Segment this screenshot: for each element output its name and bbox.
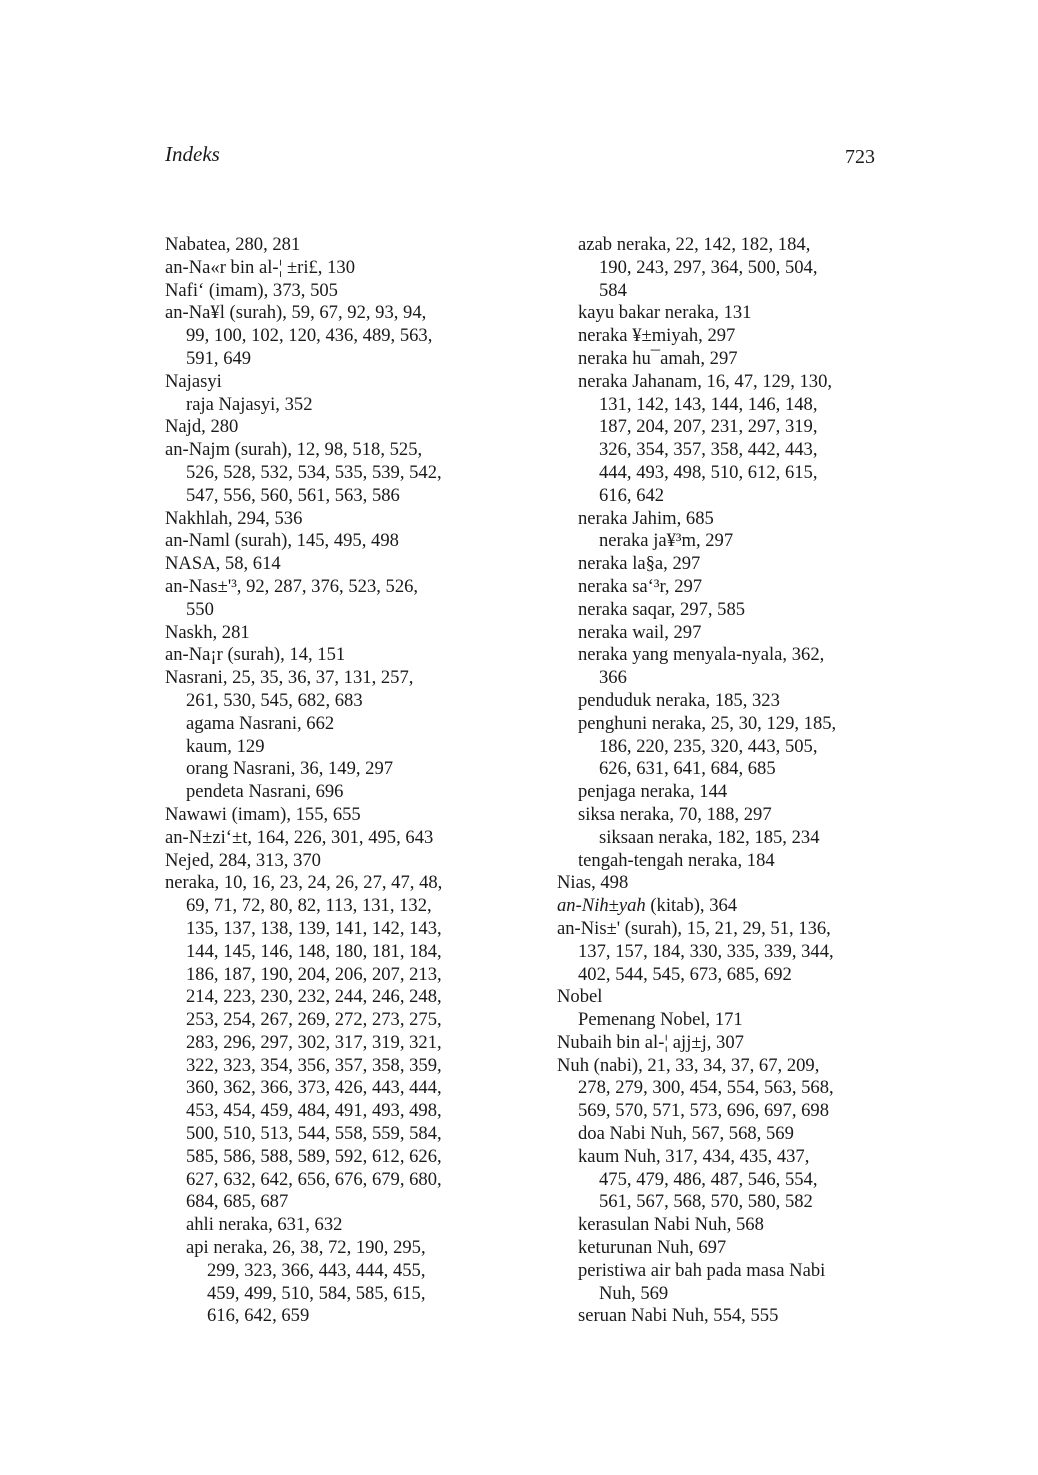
index-entry: Naskh, 281	[165, 621, 250, 643]
index-entry: neraka sa‘³r, 297	[578, 575, 703, 597]
index-entry: pendeta Nasrani, 696	[186, 781, 344, 803]
index-entry: kayu bakar neraka, 131	[578, 302, 752, 324]
index-entry: peristiwa air bah pada masa Nabi	[578, 1259, 826, 1281]
index-entry: Najd, 280	[165, 416, 239, 438]
index-entry: 360, 362, 366, 373, 426, 443, 444,	[186, 1077, 442, 1099]
index-entry: 190, 243, 297, 364, 500, 504,	[599, 256, 818, 278]
index-entry: penduduk neraka, 185, 323	[578, 689, 780, 711]
index-entry: 459, 499, 510, 584, 585, 615,	[207, 1282, 426, 1304]
index-entry: 186, 220, 235, 320, 443, 505,	[599, 735, 818, 757]
index-entry: Nuh, 569	[599, 1282, 669, 1304]
index-entry: keturunan Nuh, 697	[578, 1237, 727, 1259]
index-entry: tengah-tengah neraka, 184	[578, 849, 775, 871]
index-entry: 131, 142, 143, 144, 146, 148,	[599, 393, 818, 415]
index-entry	[557, 895, 887, 918]
index-entry: 322, 323, 354, 356, 357, 358, 359,	[186, 1054, 442, 1076]
index-entry: 326, 354, 357, 358, 442, 443,	[599, 439, 818, 461]
index-entry: 616, 642, 659	[207, 1305, 310, 1327]
index-entry: raja Najasyi, 352	[186, 393, 313, 415]
index-entry: an-Na¡r (surah), 14, 151	[165, 644, 346, 666]
index-entry: 626, 631, 641, 684, 685	[599, 758, 776, 780]
index-entry: Nawawi (imam), 155, 655	[165, 803, 361, 825]
index-entry: 253, 254, 267, 269, 272, 273, 275,	[186, 1009, 442, 1031]
index-entry: api neraka, 26, 38, 72, 190, 295,	[186, 1237, 426, 1259]
index-entry: penjaga neraka, 144	[578, 781, 728, 803]
index-entry: penghuni neraka, 25, 30, 129, 185,	[578, 712, 837, 734]
index-entry: an-Naml (surah), 145, 495, 498	[165, 530, 399, 552]
index-entry: 561, 567, 568, 570, 580, 582	[599, 1191, 813, 1213]
index-entry: NASA, 58, 614	[165, 553, 281, 575]
index-entry: azab neraka, 22, 142, 182, 184,	[578, 234, 811, 255]
index-entry: 186, 187, 190, 204, 206, 207, 213,	[186, 963, 442, 985]
index-entry: an-Nas±'³, 92, 287, 376, 523, 526,	[165, 575, 419, 597]
index-entry: Nias, 498	[557, 872, 629, 894]
index-entry: 144, 145, 146, 148, 180, 181, 184,	[186, 940, 442, 962]
index-entry: 627, 632, 642, 656, 676, 679, 680,	[186, 1168, 442, 1190]
index-entry: 69, 71, 72, 80, 82, 113, 131, 132,	[186, 895, 432, 917]
running-title: Indeks	[165, 142, 220, 166]
index-entry: seruan Nabi Nuh, 554, 555	[578, 1305, 779, 1327]
index-entry: Nuh (nabi), 21, 33, 34, 37, 67, 209,	[557, 1054, 820, 1076]
index-entry: Nafi‘ (imam), 373, 505	[165, 279, 338, 301]
index-entry: neraka yang menyala-nyala, 362,	[578, 644, 825, 666]
index-entry: neraka la§a, 297	[578, 553, 701, 575]
index-entry: 526, 528, 532, 534, 535, 539, 542,	[186, 461, 442, 483]
index-entry: an-Nis±' (surah), 15, 21, 29, 51, 136,	[557, 917, 831, 939]
index-entry: siksa neraka, 70, 188, 297	[578, 803, 772, 825]
index-column-right	[557, 234, 887, 1328]
index-entry: 500, 510, 513, 544, 558, 559, 584,	[186, 1123, 442, 1145]
index-entry: 283, 296, 297, 302, 317, 319, 321,	[186, 1031, 442, 1053]
index-entry: 99, 100, 102, 120, 436, 489, 563,	[186, 325, 433, 347]
index-entry: 187, 204, 207, 231, 297, 319,	[599, 416, 818, 438]
index-entry: neraka Jahanam, 16, 47, 129, 130,	[578, 370, 833, 392]
index-entry: neraka hu¯amah, 297	[578, 347, 738, 369]
index-entry: 278, 279, 300, 454, 554, 563, 568,	[578, 1077, 834, 1099]
index-entry: neraka Jahim, 685	[578, 507, 714, 529]
index-entry: orang Nasrani, 36, 149, 297	[186, 758, 394, 780]
index-entry: neraka wail, 297	[578, 621, 702, 643]
index-entry: siksaan neraka, 182, 185, 234	[599, 826, 820, 848]
index-entry-pages: (kitab), 364	[645, 895, 738, 917]
index-entry: Nejed, 284, 313, 370	[165, 849, 321, 871]
index-entry: Pemenang Nobel, 171	[578, 1009, 743, 1031]
index-entry: 402, 544, 545, 673, 685, 692	[578, 963, 792, 985]
index-entry: an-N±zi‘±t, 164, 226, 301, 495, 643	[165, 826, 434, 848]
index-entry: neraka saqar, 297, 585	[578, 598, 746, 620]
index-entry: neraka, 10, 16, 23, 24, 26, 27, 47, 48,	[165, 872, 443, 894]
index-entry: an-Na«r bin al-¦ ±ri£, 130	[165, 256, 355, 278]
index-entry: 569, 570, 571, 573, 696, 697, 698	[578, 1100, 830, 1122]
index-entry: doa Nabi Nuh, 567, 568, 569	[578, 1123, 794, 1145]
index-entry: Nobel	[557, 986, 603, 1008]
index-entry-title: an-Nih±yah	[557, 895, 646, 917]
index-entry: 616, 642	[599, 484, 665, 506]
index-entry: kerasulan Nabi Nuh, 568	[578, 1214, 764, 1236]
index-entry: 591, 649	[186, 347, 252, 369]
page-number: 723	[845, 146, 875, 168]
index-entry: Najasyi	[165, 370, 222, 392]
index-entry: 547, 556, 560, 561, 563, 586	[186, 484, 400, 506]
index-entry: an-Na¥l (surah), 59, 67, 92, 93, 94,	[165, 302, 427, 324]
index-entry: ahli neraka, 631, 632	[186, 1214, 343, 1236]
index-entry: kaum, 129	[186, 735, 265, 757]
index-entry: neraka ¥±miyah, 297	[578, 325, 736, 347]
index-entry: 550	[186, 598, 214, 620]
index-entry: 299, 323, 366, 443, 444, 455,	[207, 1259, 426, 1281]
index-entry: Nabatea, 280, 281	[165, 234, 301, 255]
index-entry: 684, 685, 687	[186, 1191, 289, 1213]
index-entry: 584	[599, 279, 627, 301]
index-entry: 214, 223, 230, 232, 244, 246, 248,	[186, 986, 442, 1008]
index-entry: 261, 530, 545, 682, 683	[186, 689, 363, 711]
index-entry: 453, 454, 459, 484, 491, 493, 498,	[186, 1100, 442, 1122]
page-header	[165, 142, 875, 174]
index-entry: 137, 157, 184, 330, 335, 339, 344,	[578, 940, 834, 962]
index-entry: Nakhlah, 294, 536	[165, 507, 303, 529]
index-entry: Nasrani, 25, 35, 36, 37, 131, 257,	[165, 667, 414, 689]
index-entry: an-Najm (surah), 12, 98, 518, 525,	[165, 439, 423, 461]
index-entry: 585, 586, 588, 589, 592, 612, 626,	[186, 1145, 442, 1167]
index-column-left	[165, 234, 495, 1328]
index-entry: neraka ja¥³m, 297	[599, 530, 734, 552]
index-entry: 444, 493, 498, 510, 612, 615,	[599, 461, 818, 483]
index-entry: 475, 479, 486, 487, 546, 554,	[599, 1168, 818, 1190]
index-entry: Nubaih bin al-¦ ajj±j, 307	[557, 1031, 744, 1053]
index-entry: 135, 137, 138, 139, 141, 142, 143,	[186, 917, 442, 939]
index-entry: 366	[599, 667, 627, 689]
index-entry: kaum Nuh, 317, 434, 435, 437,	[578, 1145, 810, 1167]
index-entry: agama Nasrani, 662	[186, 712, 335, 734]
